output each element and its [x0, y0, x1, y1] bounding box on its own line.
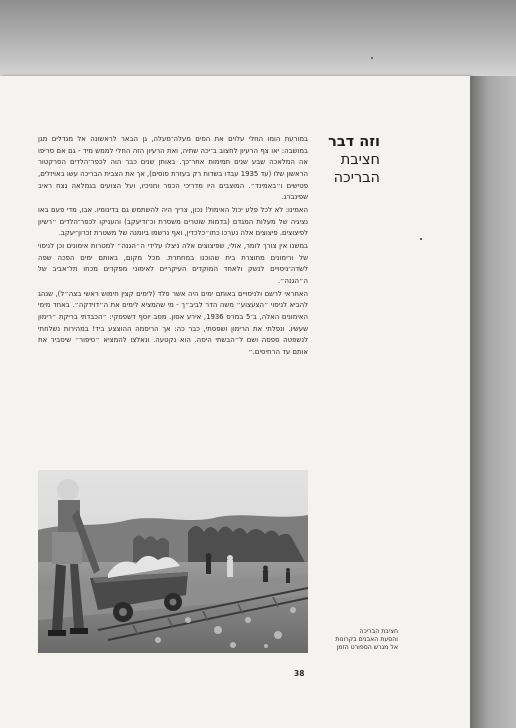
- paragraph-2: האמינו: לא לכל פלע יכול האימול! נכון, צריך היה להשתמש גם בדינומיו. אבו, מדי פעם באו נציגיה של מעלות המגדם (בדמות שוטרים משסרת וכ־ודיעקב) והעניקו לכפר־הלדים ״רשיון לפיצוצים. פיצוצים אלה נערכו כתו״כלכדין, ואף נרשמו ביומנה של משטרת זכרון־יעקב.: [38, 205, 308, 238]
- article-body: [38, 134, 308, 358]
- caption-line-2: והסעת האבנים בקרונות: [335, 636, 398, 644]
- section-heading: [318, 133, 380, 187]
- page-number: 38: [294, 669, 305, 678]
- photo-caption: [318, 628, 398, 653]
- archival-photo: [38, 470, 308, 653]
- paragraph-1: במורעת הומו החלי עלוים את הסים מעלה־מעלה, גן הבאר לראשונה אל מגדלים מגן במושבה: יאו צף הרעיון לחצוב ב־יכה שתיה, ואת הרעיון הזה החלי לממש מיד - גם אם סריפו אה המלאכה שבע שנים תמימות אחר־כך. באותן שנים כבר הוה לכפר־הלדים הסרקטור הראשון שלו (עד 1935 עבדו בשדות רק בעזרת סוסים), אך את הצבית הבריכה עשו באויזלים, פטישים ו״באמינד״. המוצבים היו מדריכי הכפר וחניכיו, ועל הצועים בגמלאה נצח ראיב שפינברג.: [38, 135, 308, 202]
- dust-speck: [420, 238, 422, 240]
- heading-line-2: חציבת: [340, 152, 380, 168]
- paragraph-3: במשנו אין צורך לומר, אולי, שפיצוצים אלה ניצלו עלידי ה״הגנה״ למטרות אימונים וכן לניסוי של ורימונים מתוצרת בית שהוכנו במחתרת. מכל מקום, באותם ימים הפכה שפה לשדה־ניסויים לנשק ולאחד המוקדים העיקריים לאימוני מפקדים מכחו תל־אביב של ה״הגנה״.: [38, 241, 308, 285]
- scanner-background: [0, 0, 516, 78]
- heading-line-3: הבריכה: [333, 170, 380, 186]
- paragraph-4: האחראי לרשם ולניסויים באותם ימים היה אשר פלד (לימים קצין חימוש ראשי בצה״ל), שנהג להביא לניסוי ״הצעצוע״ משה הדר לביב״ך - מי שהמציא לימים את ה״דוידקה״. באחד מימי האימונים האלה, ב־5 במרס 1936, אירע אסון. מסב יוסף דשפסקי: ״הכבדתי בריקת ״רימון שעשיו. ונפלתי את הרימון ושפסתי, כבר כה: אך הריסמה ההוצצע ביד! במהירות נשלחתי לנשפטה ספסה ושם ל״הבשתי היסה. הוא נקטעה. ונאלצו להמציא ״סיפור״ שיסביר את אותם עד הרחיסים.״: [38, 289, 308, 356]
- caption-line-1: חציבת הבריכה: [359, 628, 398, 635]
- dust-speck: [371, 57, 373, 59]
- heading-line-1: וזה דבר: [328, 134, 380, 150]
- page-shadow-edge: [470, 76, 516, 728]
- caption-line-3: אל מגרש הספורט הזמן: [336, 644, 398, 652]
